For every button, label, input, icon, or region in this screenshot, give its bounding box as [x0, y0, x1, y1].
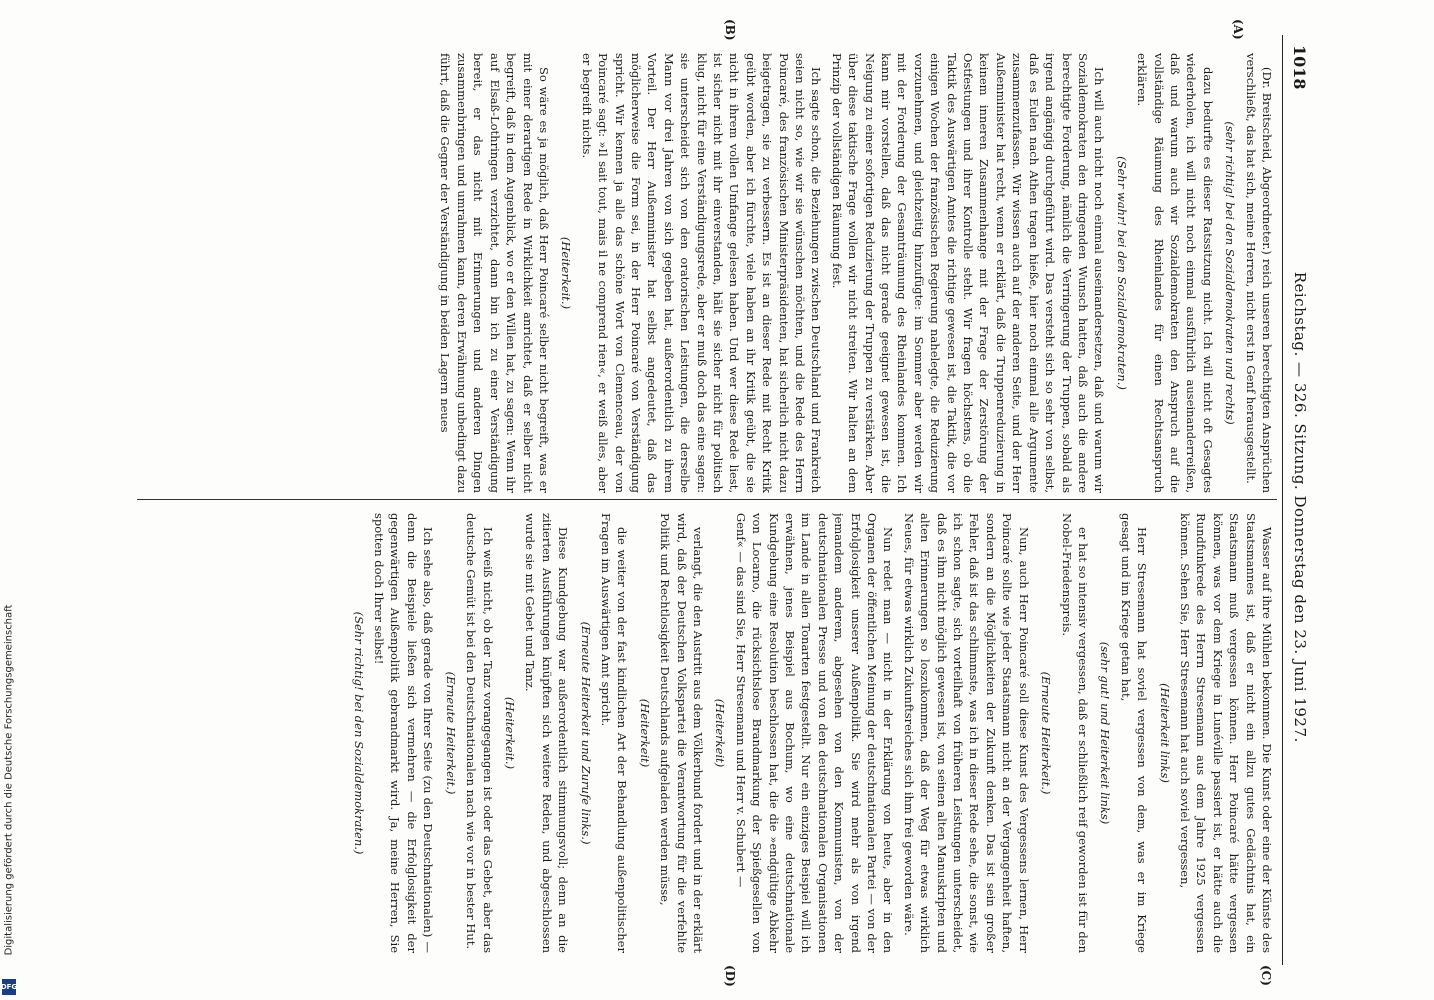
- credit-text: Digitalisierung gefördert durch die Deutsche Forschungsgemeinschaft: [3, 604, 15, 956]
- paragraph: Diese Kundgebung war außerordentlich stimmungsvoll; denn an die zitierten Ausführungen knüpften sich weitere Reden, und abgeschlossen wurde sie mit Gebet und Tanz.: [523, 513, 571, 953]
- paragraph: Ich will auch nicht noch einmal auseinandersetzen, daß und warum wir Sozialdemokraten den dringenden Wunsch hatten, daß auch die andere berechtigte Forderung, nämlich die Verringerung der Truppen, sobald als irgend angängig durchgeführt wird. Das versteht sich so sehr von selbst, daß es Eulen nach Athen tragen hieße, hier noch einmal alle Argumente zusammenzufassen. Wir wissen auch auf der anderen Seite, und der Herr Außenminister hat recht, wenn er erklärt, daß die Truppenreduzierung in keinem inneren Zusammenhange mit der Frage der Zerstörung der Ostfestungen und ihrer Kontrolle steht. Wir fragen höchstens, ob die Taktik des Auswärtigen Amtes die richtige gewesen ist, die Taktik, die vor einigen Wochen der französischen Regierung nahelegte, die Reduzierung vorzunehmen, und gleichzeitig hinzufügte: im Sommer aber werden wir mit der Forderung der Gesamträumung des Rheinlandes kommen. Ich kann mir vorstellen, daß das nicht gerade geeignet gewesen ist, die Neigung zu einer sofortigen Reduzierung der Truppen zu verstärken. Aber über diese taktische Frage wollen wir nicht streiten. Wir halten an dem Prinzip der vollständigen Räumung fest.: [829, 53, 1107, 493]
- paragraph: er hat so intensiv vergessen, daß er schließlich reif geworden ist für den Nobel-Friedenspreis.: [1059, 513, 1090, 953]
- paragraph: Nun redet man — nicht in der Erklärung von heute, aber in den Organen der öffentlichen Meinung der deutschnationalen Partei — von der Erfolglosigkeit unserer Außenpolitik. Sie wird mehr als von irgend jemandem anderem, abgesehen von den Kommunisten, von der deutschnationalen Presse und von den deutschnationalen Organisationen im Lande in allen Tonarten festgestellt. Nur ein einziges Beispiel will ich erwähnen, jenes Beispiel aus Bochum, wo eine deutschnationale Kundgebung eine Resolution beschlossen hat, die die »endgültige Abkehr von Locarno, die rücksichtslose Brandmarkung der Spießgesellen von Genf« — das sind Sie, Herr Stresemann und Herr v. Schubert —: [733, 513, 896, 953]
- interjection: (Erneute Heiterkeit.): [443, 671, 458, 795]
- paragraph: dazu bedurfte es dieser Ratssitzung nicht. Ich will nicht oft Gesagtes wiederholen, ich will nicht noch einmal ausführlich auseinanderreißen, daß und warum auch wir Sozialdemokraten den Anspruch auf die vollständige Räumung des Rheinlandes für einen Rechtsanspruch erklären.: [1135, 53, 1215, 493]
- paragraph: die weiter von der fast kindlichen Art der Behandlung außenpolitischer Fragen im Auswärtigen Amt spricht.: [598, 513, 630, 953]
- margin-mark-d: (D): [723, 965, 737, 987]
- margin-mark-c: (C): [1259, 965, 1273, 986]
- dfg-logo: DFG: [2, 979, 16, 995]
- paragraph: Wasser auf ihre Mühlen bekommen. Die Kunst oder eine der Künste des Staatsmannes ist, daß er nicht ein allzu gutes Gedächtnis hat, ein Staatsmann muß vergessen können. Herr Poincaré hätte vergessen können, was vor dem Kriege in Lunéville passiert ist, er hätte auch die Rundfunkrede des Herrn Stresemann aus dem Jahre 1925 vergessen können. Sehen Sie, Herr Stresemann hat auch soviel vergessen,: [1177, 513, 1274, 953]
- margin-mark-a: (A): [1231, 19, 1245, 40]
- running-head: Reichstag. — 326. Sitzung. Donnerstag den 23. Juni 1927.: [1291, 271, 1309, 743]
- column-divider: [137, 499, 1277, 500]
- interjection: (Heiterkeit links): [1157, 683, 1172, 783]
- dfg-credit: [2, 565, 16, 995]
- page-number: 1018: [1290, 45, 1310, 90]
- paragraph: verlangt, die den Austritt aus dem Völkerbund fordert und in der erklärt wird, daß der Deutschen Volkspartei die Verantwortung für die verfehlte Politik und Rechtlosigkeit Deutschlands aufgeladen werden müsse,: [658, 513, 705, 953]
- interjection: (Heiterkeit): [713, 698, 728, 768]
- interjection: (Erneute Heiterkeit.): [1039, 671, 1054, 795]
- interjection: (Heiterkeit.): [502, 696, 517, 770]
- rotated-newspaper-page: [117, 19, 1317, 987]
- paragraph: So wäre es ja möglich, daß Herr Poincaré selber nicht begreift, was er mit einer derartigen Rede in Wirklichkeit anrichtet, daß er selber nicht begreift, daß in dem Augenblick, wo er den Willen hat, zu sagen: Wenn ihr auf Elsaß-Lothringen verzichtet, dann bin ich zu einer Verständigung bereit, er das nicht mit Erinnerungen und anderen Dingen zusammenbringen und umrahmen kann, deren Erwähnung unbedingt dazu führt, daß die Gegner der Verständigung in beiden Lagern neues: [438, 53, 551, 493]
- paragraph: Nun, auch Herr Poincaré soll diese Kunst des Vergessens lernen, Herr Poincaré sollte wie jeder Staatsmann nicht an der Vergangenheit haften, sondern an die Möglichkeiten der Zukunft denken. Das ist sein großer Fehler, daß ist das schlimmste, was ich in dieser Rede sehe, die sonst, wie ich schon sagte, sich vorteilhaft von früheren Leistungen unterscheidet, daß es ihm nicht möglich gewesen ist, von seinen alten Manuskripten und alten Erinnerungen so loszukommen, daß der Weg für etwas wirklich Neues, für etwas wirklich Zukunftsreiches sich ihm frei geworden wäre.: [901, 513, 1031, 953]
- page-header: [1282, 35, 1317, 965]
- interjection: (sehr gut! und Heiterkeit links): [1098, 641, 1113, 825]
- paragraph: Ich sagte schon, die Beziehungen zwischen Deutschland und Frankreich seien nicht so, wie wir sie wünschen möchten, und die Rede des Herrn Poincaré, des französischen Ministerpräsidenten, hat sicherlich nicht dazu beigetragen, sie zu verbessern. Es ist an dieser Rede mit Recht Kritik geübt worden, aber ich fürchte, viele haben an ihr Kritik geübt, die sie nicht in ihrem vollen Umfange gelesen haben. Und wer diese Rede liest, ist sicher nicht mit ihr einverstanden, hält sie sicher nicht für politisch klug, nicht für eine Verständigungsrede, aber er muß doch das eine sagen: sie unterscheidet sich von den oratorischen Leistungen, die derselbe Mann vor drei Jahren von sich gegeben hat, außerordentlich zu ihrem Vorteil. Der Herr Außenminister hat selbst angedeutet, daß das möglicherweise die Form sei, in der Herr Poincaré von Verständigung spricht. Wir kennen ja alle das schöne Wort von Clemenceau, der von Poincaré sagt: »Il sait tout, mais il ne comprend rien«, er weiß alles, aber er begreift nichts.: [579, 53, 824, 493]
- paragraph: (Dr. Breitscheid, Abgeordneter.) reich unseren berechtigten Ansprüchen verschließt, das hat sich, meine Herren, nicht erst in Genf herausgestellt.: [1243, 53, 1274, 493]
- margin-mark-b: (B): [723, 19, 737, 41]
- interjection: (Erneute Heiterkeit und Zurufe links.): [578, 621, 593, 845]
- left-column: [135, 53, 1275, 493]
- paragraph: Ich weiß nicht, ob der Tanz vorangegangen ist oder das Gebet, aber das deutsche Gemüt ist bei den Deutschnationalen nach wie vor in bester Hut.: [464, 513, 495, 953]
- interjection: (Sehr wahr! bei den Sozialdemokraten.): [1114, 156, 1129, 390]
- interjection: (Heiterkeit): [637, 698, 652, 768]
- interjection: (sehr richtig! bei den Sozialdemokraten und rechts): [1223, 121, 1238, 425]
- paragraph: Herr Stresemann hat soviel vergessen von dem, was er im Kriege gesagt und im Kriege getan hat,: [1118, 513, 1150, 953]
- paragraph: Ich sehe also, daß gerade von Ihrer Seite (zu den Deutschnationalen) — denn die Beispiele ließen sich vermehren — die Erfolglosigkeit der gegenwärtigen Außenpolitik gebrandmarkt wird. Ja, meine Herren, Sie spotten doch Ihrer selbst!: [372, 513, 436, 953]
- interjection: (Sehr richtig! bei den Sozialdemokraten.): [351, 611, 366, 855]
- interjection: (Heiterkeit.): [559, 236, 574, 310]
- right-column: [135, 513, 1275, 953]
